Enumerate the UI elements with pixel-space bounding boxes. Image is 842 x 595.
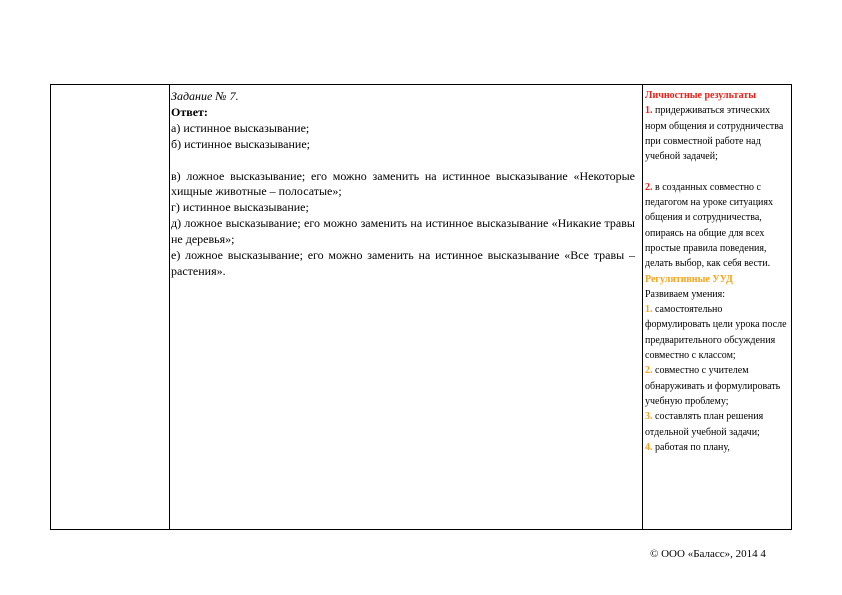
answer-label: Ответ: [171,104,208,119]
personal-item-1-text: придерживаться этических норм общения и сотрудничества при совместной работе над учебной задачей; [645,105,784,163]
personal-item-2-number: 2. [645,181,653,193]
regulatory-item-4-text: работая по плану, [652,441,730,453]
regulatory-item-2-number: 2. [645,365,653,377]
task-title: Задание № 7. [171,89,239,103]
regulatory-item-3-text: составлять план решения отдельной учебной задачи; [645,411,764,438]
personal-results-heading: Личностные результаты [645,90,757,101]
personal-item-2-text: в созданных совместно с педагогом на уроке ситуациях общения и сотрудничества, опираясь на общие для всех простые правила поведения, делать выбор, как себя вести. [645,181,774,270]
results-column [645,88,790,455]
personal-item-2 [645,180,790,272]
page-footer [650,548,766,560]
page-number: 4 [760,548,766,560]
regulatory-item-1 [645,302,790,363]
column-divider-2 [642,85,643,529]
answer-g: г) истинное высказывание; [171,200,309,215]
lesson-table [50,84,792,530]
regulatory-item-2-text: совместно с учителем обнаруживать и формулировать учебную проблему; [645,365,781,407]
answer-a: а) истинное высказывание; [171,120,310,135]
table-border-right [791,85,792,529]
regulatory-item-3 [645,409,790,440]
develop-skills-label: Развиваем умения: [645,288,726,300]
column-divider-1 [169,85,170,529]
answer-v: в) ложное высказывание; его можно заменить на истинное высказывание «Некоторые хищные животные – полосатые»; [171,168,635,199]
answer-d: д) ложное высказывание; его можно заменить на истинное высказывание «Никакие травы не деревья»; [171,216,635,247]
regulatory-item-3-number: 3. [645,411,653,423]
copyright-text: © ООО «Баласс», 2014 [650,548,758,560]
regulatory-item-4-number: 4. [645,441,653,453]
regulatory-heading: Регулятивные УУД [645,273,733,285]
personal-item-1-number: 1. [645,105,653,117]
regulatory-item-4 [645,440,790,455]
table-border-left [50,85,51,529]
answer-b: б) истинное высказывание; [171,136,311,151]
task-column [171,89,635,280]
regulatory-item-2 [645,363,790,409]
regulatory-item-1-text: самостоятельно формулировать цели урока после предварительного обсуждения совместно с классом; [645,304,787,362]
answer-e: е) ложное высказывание; его можно заменить на истинное высказывание «Все травы – растения». [171,248,635,278]
personal-item-1 [645,103,790,164]
regulatory-item-1-number: 1. [645,304,653,316]
